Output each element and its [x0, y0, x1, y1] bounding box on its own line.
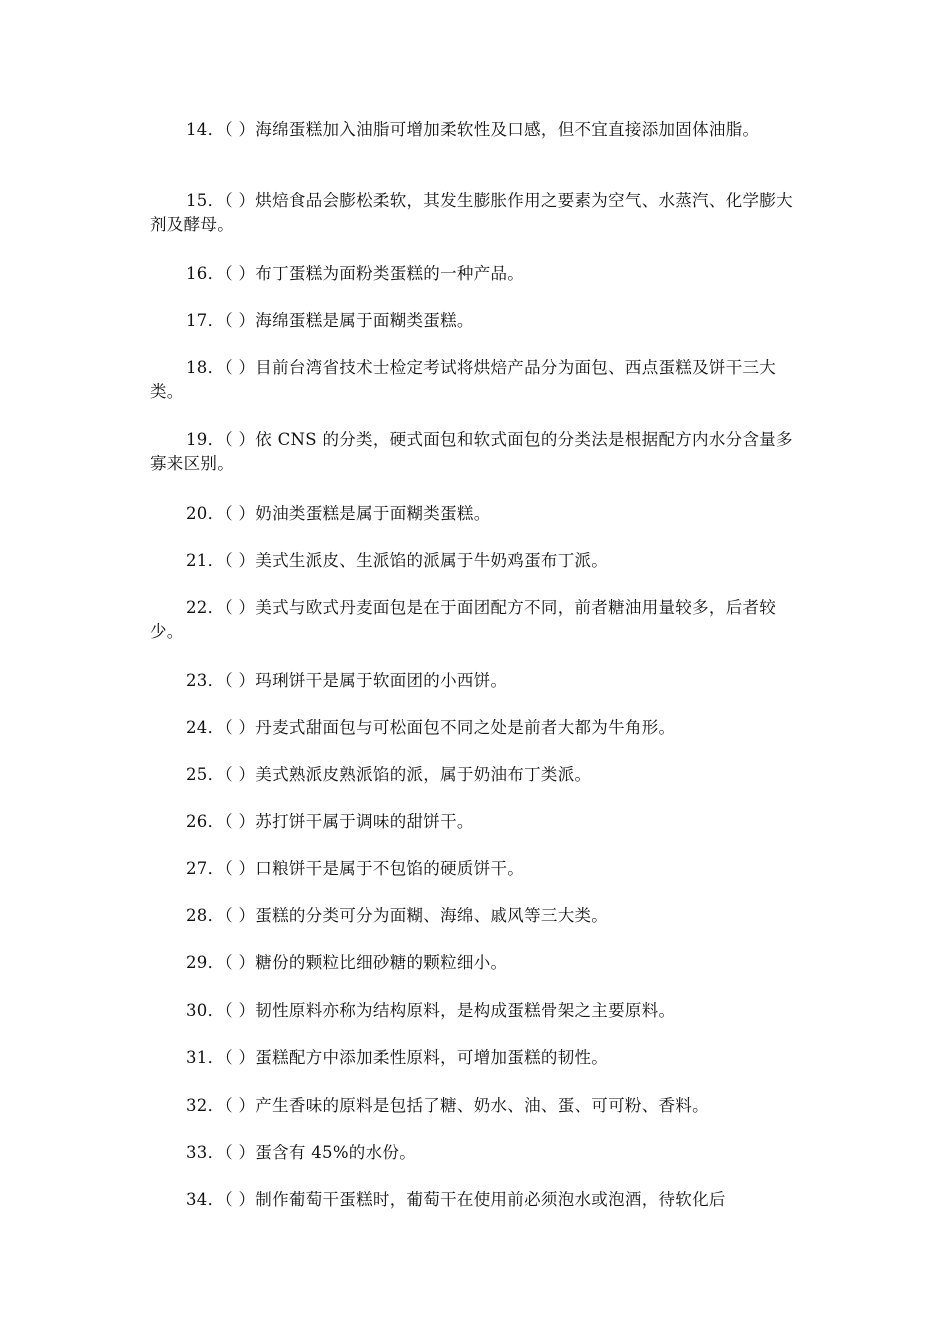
question-29: 29．（ ）糖份的颗粒比细砂糖的颗粒细小。 — [186, 953, 508, 972]
question-34: 34．（ ）制作葡萄干蛋糕时，葡萄干在使用前必须泡水或泡酒，待软化后 — [186, 1190, 726, 1209]
question-31: 31．（ ）蛋糕配方中添加柔性原料，可增加蛋糕的韧性。 — [186, 1048, 609, 1067]
question-23: 23．（ ）玛琍饼干是属于软面团的小西饼。 — [186, 671, 508, 690]
question-15: 15．（ ）烘焙食品会膨松柔软，其发生膨胀作用之要素为空气、水蒸汽、化学膨大剂及酵母。 — [150, 191, 793, 234]
question-27: 27．（ ）口粮饼干是属于不包馅的硬质饼干。 — [186, 859, 525, 878]
question-26: 26．（ ）苏打饼干属于调味的甜饼干。 — [186, 812, 474, 831]
question-25: 25．（ ）美式熟派皮熟派馅的派，属于奶油布丁类派。 — [186, 765, 592, 784]
question-30: 30．（ ）韧性原料亦称为结构原料，是构成蛋糕骨架之主要原料。 — [186, 1001, 676, 1020]
question-16: 16．（ ）布丁蛋糕为面粉类蛋糕的一种产品。 — [186, 264, 525, 283]
question-33: 33．（ ）蛋含有 45%的水份。 — [186, 1143, 417, 1162]
question-17: 17．（ ）海绵蛋糕是属于面糊类蛋糕。 — [186, 311, 474, 330]
question-18: 18．（ ）目前台湾省技术士检定考试将烘焙产品分为面包、西点蛋糕及饼干三大类。 — [150, 358, 777, 401]
question-20: 20．（ ）奶油类蛋糕是属于面糊类蛋糕。 — [186, 504, 491, 523]
question-28: 28．（ ）蛋糕的分类可分为面糊、海绵、戚风等三大类。 — [186, 906, 609, 925]
question-19: 19．（ ）依 CNS 的分类，硬式面包和软式面包的分类法是根据配方内水分含量多寡来区别。 — [150, 430, 793, 473]
question-24: 24．（ ）丹麦式甜面包与可松面包不同之处是前者大都为牛角形。 — [186, 718, 676, 737]
question-21: 21．（ ）美式生派皮、生派馅的派属于牛奶鸡蛋布丁派。 — [186, 551, 609, 570]
question-14: 14．（ ）海绵蛋糕加入油脂可增加柔软性及口感，但不宜直接添加固体油脂。 — [186, 120, 760, 139]
question-22: 22．（ ）美式与欧式丹麦面包是在于面团配方不同，前者糖油用量较多，后者较少。 — [150, 598, 777, 641]
question-32: 32．（ ）产生香味的原料是包括了糖、奶水、油、蛋、可可粉、香料。 — [186, 1096, 709, 1115]
